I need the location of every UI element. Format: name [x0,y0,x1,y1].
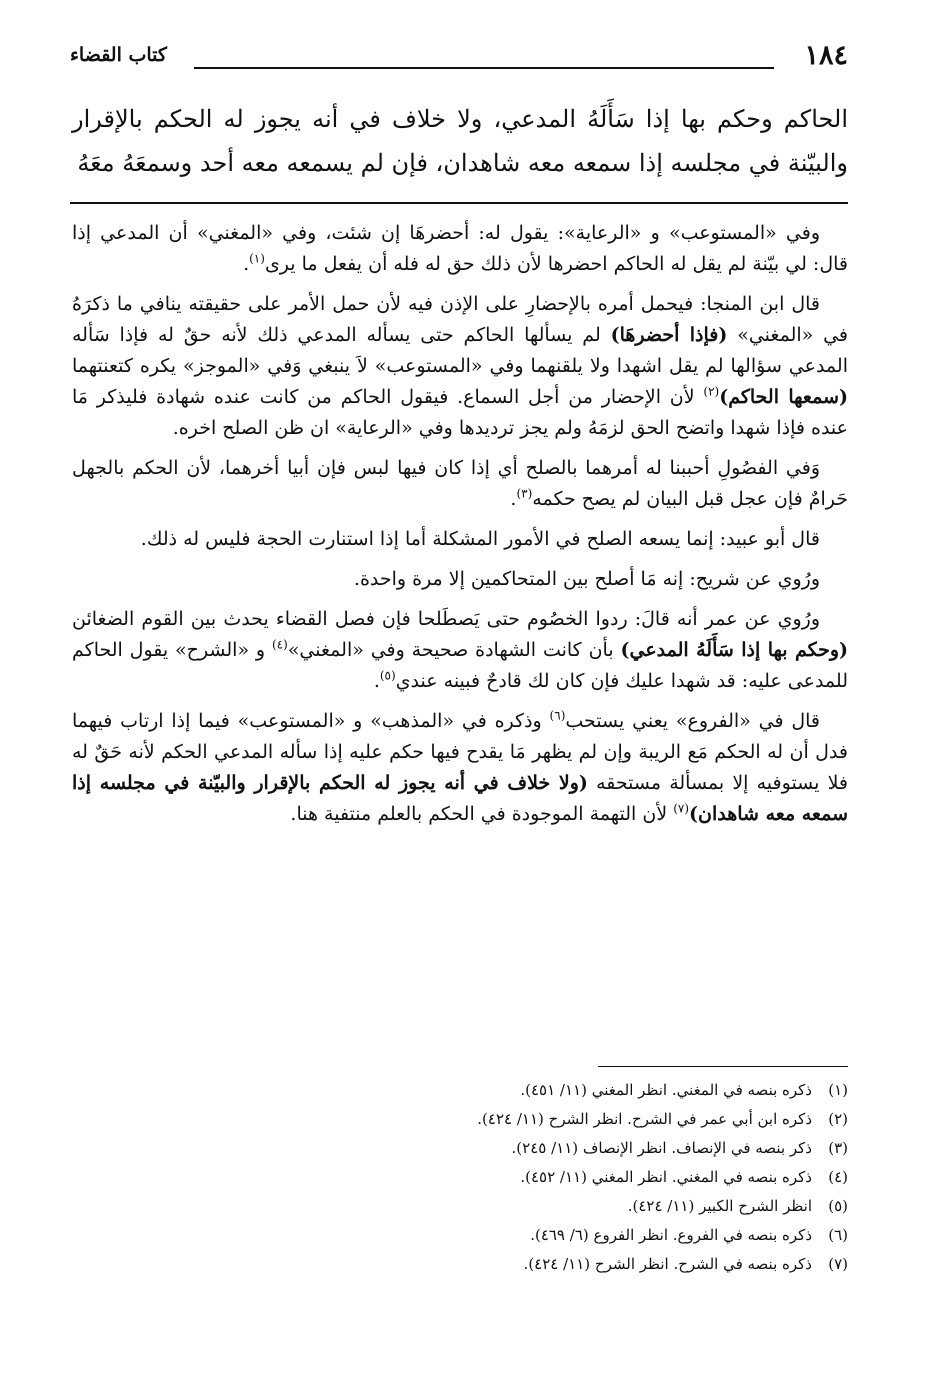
quoted-matn: (سمعها الحاكم) [719,386,848,408]
commentary-paragraph-5: ورُوي عن شريح: إنه مَا أصلح بين المتحاكمين إلا مرة واحدة. [353,568,820,590]
quoted-matn: (فإذا أحضرهَا) [610,324,728,346]
footnote: (٦)ذكره بنصه في الفروع. انظر الفروع (٦/ ٤٦٩). [530,1226,848,1244]
footnotes [248,1076,848,1279]
footnote: (٥)انظر الشرح الكبير (١١/ ٤٢٤). [627,1197,848,1215]
commentary-paragraph-7: قال في «الفروع» يعني يستحب$^{(٦)}$ وذكره في «المذهب» و «المستوعب» فيما إذا ارتاب فيهما فدل أن له الحكم مَع الريبة وإن لم يظهر مَا يقدح فيها حكم عليه إذا سأله المدعي الحكم لأنه حَقٌ له فلا يستوفيه إلا بمسألة مستحقه (ولا خلاف في أنه يجوز له الحكم بالإقرار والبيّنة في مجلسه إذا سمعه معه شاهدان)$^{(٧)}$ لأن التهمة الموجودة في الحكم بالعلم منتفية هنا. [72,708,848,825]
commentary-paragraph-6: ورُوي عن عمر أنه قالَ: ردوا الخصُوم حتى يَصطَلحا فإن فصل القضاء يحدث بين القوم الضغائن (وحكم بها إذا سَأَلَهُ المدعي) بأن كانت الشهادة صحيحة وفي «المغني»$^{(٤)}$ و «الشرح» يقول الحاكم للمدعى عليه: قد شهدا عليك فإن كان لك قادحٌ فبينه عندي$^{(٥)}$. [72,608,849,692]
book-title: كتاب القضاء [70,44,167,66]
page-header [70,40,848,74]
commentary-paragraph-3: وَفي الفصُولِ أحببنا له أمرهما بالصلح أي إذا كان فيها لبس فإن أبيا أخرهما، لأن الحكم بالجهل حَرامٌ فإن عجل قبل البيان لم يصح حكمه$^{(٣)}$. [72,457,848,510]
footnote-separator [598,1066,848,1067]
commentary-paragraph-1: وفي «المستوعب» و «الرعاية»: يقول له: أحضرهَا إن شئت، وفي «المغني» أن المدعي إذا قال: لي بيّنة لم يقل له الحاكم احضرها لأن ذلك حق له فله أن يفعل ما يرى$^{(١)}$. [72,222,848,275]
footnote: (٤)ذكره بنصه في المغني. انظر المغني (١١/ ٤٥٢). [520,1168,848,1186]
footnote: (٣)ذكر بنصه في الإنصاف. انظر الإنصاف (١١/ ٢٤٥). [511,1139,848,1157]
quoted-matn: (وحكم بها إذا سَأَلَهُ المدعي) [620,639,849,661]
quoted-matn: (ولا خلاف في أنه يجوز له الحكم بالإقرار والبيّنة في مجلسه إذا سمعه معه شاهدان) [72,772,848,825]
main-text [72,97,848,185]
footnote: (١)ذكره بنصه في المغني. انظر المغني (١١/ ٤٥١). [520,1081,848,1099]
main-text-paragraph: الحاكم وحكم بها إذا سَأَلَهُ المدعي، ولا خلاف في أنه يجوز له الحكم بالإقرار والبيّنة في مجلسه إذا سمعه معه شاهدان، فإن لم يسمعه معه أحد وسمعَهُ معَهُ [72,105,848,177]
footnote: (٧)ذكره بنصه في الشرح. انظر الشرح (١١/ ٤٢٤). [523,1255,848,1273]
commentary-paragraph-4: قال أبو عبيد: إنما يسعه الصلح في الأمور المشكلة أما إذا استنارت الحجة فليس له ذلك. [140,528,820,550]
main-text-separator [70,202,848,204]
header-rule [194,67,774,69]
commentary [72,218,848,839]
footnote: (٢)ذكره ابن أبي عمر في الشرح. انظر الشرح (١١/ ٤٢٤). [477,1110,848,1128]
commentary-paragraph-2: قال ابن المنجا: فيحمل أمره بالإحضارِ على الإذن فيه لأن حمل الأمر على حقيقته ينافي ما ذكرَهُ في «المغني» (فإذا أحضرهَا) لم يسألها الحاكم حتى يسأله المدعي ذلك لأنه حقٌ له فإذا سَأله المدعي سؤالها لم يقل اشهدا ولا يلقنهما وفي «المستوعب» لاَ ينبغي وَفي «الموجز» يكره كتعنتهما (سمعها الحاكم)$^{(٢)}$ لأن الإحضار من أجل السماع. فيقول الحاكم من كانت عنده شهادة فليذكر مَا عنده فإذا شهدا واتضح الحق لزمَهُ ولم يجز ترديدها وفي «الرعاية» ان ظن الصلح اخره. [72,293,849,439]
page-number: ١٨٤ [804,40,848,71]
